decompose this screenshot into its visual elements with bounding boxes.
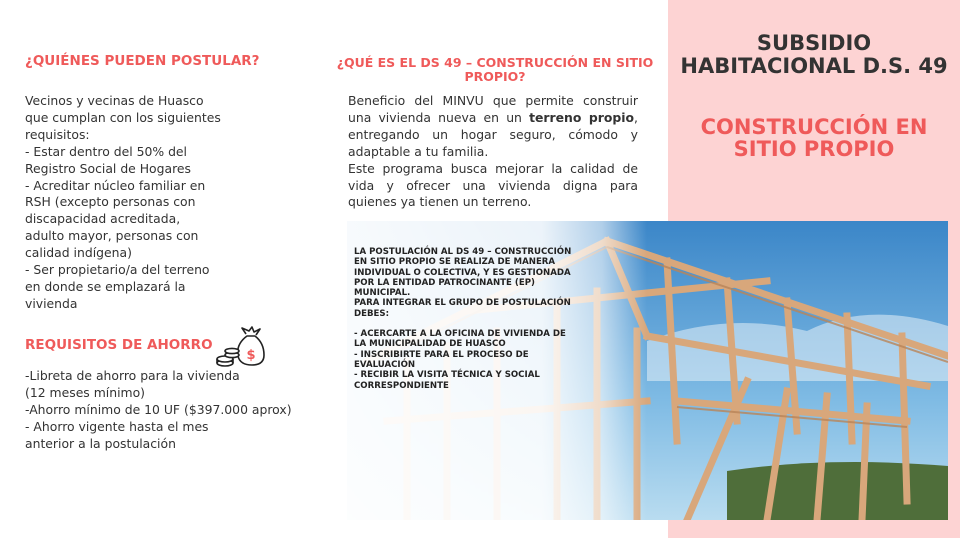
description-paragraph	[348, 93, 638, 161]
heading-line: PROPIO?	[464, 69, 526, 84]
info-line: LA POSTULACIÓN AL DS 49 – CONSTRUCCIÓN	[354, 247, 572, 257]
text-line: RSH (excepto personas con	[25, 194, 196, 210]
text-line: vivienda	[25, 295, 78, 311]
text-line: discapacidad acreditada,	[25, 211, 181, 227]
subtitle-line: SITIO PROPIO	[733, 137, 895, 161]
page-title	[668, 32, 960, 78]
title-line: SUBSIDIO	[756, 31, 872, 55]
text-line: - Ahorro vigente hasta el mes	[25, 418, 209, 434]
info-line: EN SITIO PROPIO SE REALIZA DE MANERA	[354, 257, 556, 268]
svg-text:$: $	[246, 348, 256, 363]
what-heading	[335, 56, 655, 84]
info-line: - RECIBIR LA VISITA TÉCNICA Y SOCIAL	[354, 370, 540, 381]
description-text: Beneficio del MINVU que permite construir una vivienda nueva en un	[348, 93, 638, 125]
program-description	[348, 93, 638, 211]
text-line: anterior a la postulación	[25, 435, 176, 451]
info-line: - ACERCARTE A LA OFICINA DE VIVIENDA DE	[354, 329, 566, 340]
savings-requirements-text	[25, 368, 315, 453]
description-highlight: terreno propio	[529, 109, 635, 125]
info-line: INDIVIDUAL O COLECTIVA, Y ES GESTIONADA	[354, 267, 571, 278]
text-line: (12 meses mínimo)	[25, 384, 145, 400]
info-line: CORRESPONDIENTE	[354, 380, 449, 391]
info-line: EVALUACIÓN	[354, 359, 416, 370]
page-subtitle	[668, 116, 960, 160]
info-line: MUNICIPAL.	[354, 288, 411, 299]
info-line: - INSCRIBIRTE PARA EL PROCESO DE	[354, 349, 529, 360]
title-line: HABITACIONAL D.S. 49	[680, 54, 948, 78]
money-bag-coins-icon	[216, 324, 266, 368]
text-line: requisitos:	[25, 126, 90, 142]
savings-heading: REQUISITOS DE AHORRO	[25, 337, 213, 353]
info-line: DEBES:	[354, 308, 390, 319]
heading-line: ¿QUÉ ES EL DS 49 – CONSTRUCCIÓN EN SITIO	[336, 55, 654, 70]
text-line: - Acreditar núcleo familiar en	[25, 177, 206, 193]
text-line: Registro Social de Hogares	[25, 160, 191, 176]
text-line: - Ser propietario/a del terreno	[25, 262, 210, 278]
who-requirements-text	[25, 93, 265, 313]
text-line: que cumplan con los siguientes	[25, 109, 221, 125]
description-text: , entregando un hogar seguro, cómodo y adaptable a tu familia.	[348, 109, 638, 159]
text-line: - Estar dentro del 50% del	[25, 143, 187, 159]
info-line: POR LA ENTIDAD PATROCINANTE (EP)	[354, 277, 535, 288]
application-info-text	[354, 247, 589, 391]
text-line: -Ahorro mínimo de 10 UF ($397.000 aprox)	[25, 401, 292, 417]
description-paragraph: Este programa busca mejorar la calidad de vida y ofrecer una vivienda digna para quienes ya tienen un terreno.	[348, 160, 638, 210]
text-line: Vecinos y vecinas de Huasco	[25, 93, 204, 108]
info-line: PARA INTEGRAR EL GRUPO DE POSTULACIÓN	[354, 298, 571, 309]
info-line: LA MUNICIPALIDAD DE HUASCO	[354, 339, 506, 350]
text-line: adulto mayor, personas con	[25, 228, 199, 244]
text-line: -Libreta de ahorro para la vivienda	[25, 368, 240, 383]
subtitle-line: CONSTRUCCIÓN EN	[700, 115, 928, 139]
text-line: calidad indígena)	[25, 245, 132, 261]
who-heading: ¿QUIÉNES PUEDEN POSTULAR?	[25, 53, 260, 69]
text-line: en donde se emplazará la	[25, 278, 186, 294]
